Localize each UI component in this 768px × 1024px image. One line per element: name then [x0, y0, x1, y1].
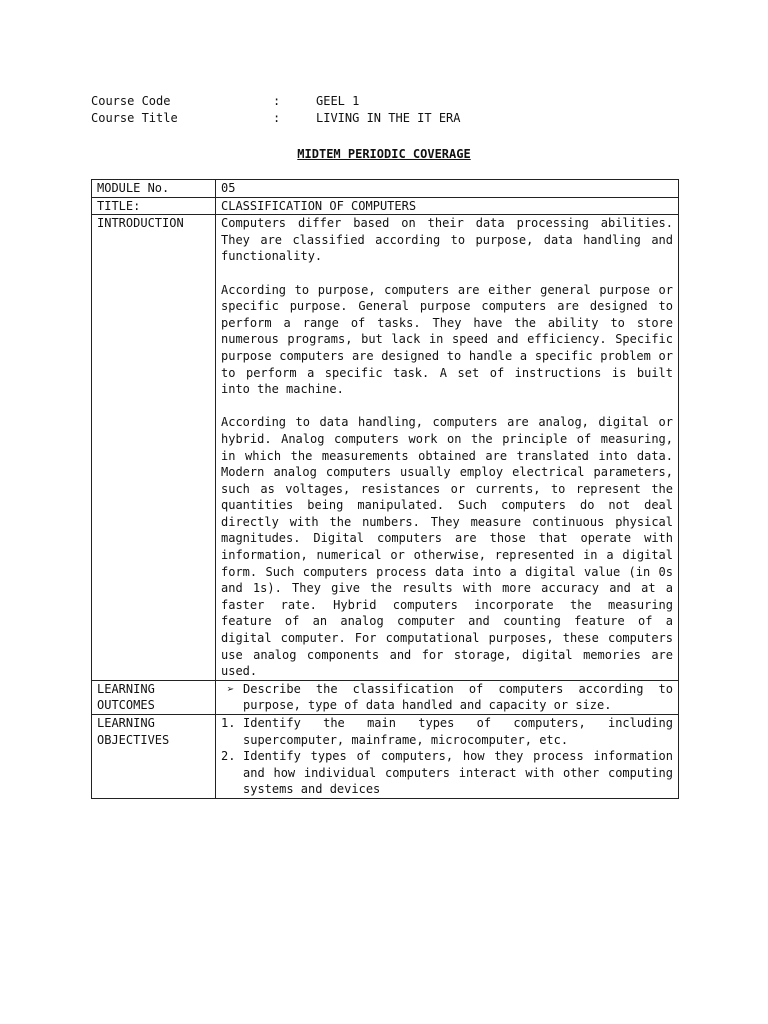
learning-outcomes-label-line1: LEARNING — [97, 681, 155, 696]
title-label: TITLE: — [92, 197, 216, 215]
course-title-row — [91, 110, 461, 127]
introduction-content — [216, 215, 679, 681]
learning-objectives-label — [92, 715, 216, 799]
course-code-value: GEEL 1 — [316, 94, 360, 108]
title-value: CLASSIFICATION OF COMPUTERS — [216, 197, 679, 215]
table-row-learning-objectives — [92, 715, 679, 799]
objective-text: Identify types of computers, how they process information and how individual computers interact with other computing systems and devices — [243, 749, 673, 797]
table-row-learning-outcomes — [92, 680, 679, 714]
course-code-row — [91, 93, 461, 110]
learning-objectives-content — [216, 715, 679, 799]
table-row-title — [92, 197, 679, 215]
course-title-separator: : — [273, 110, 281, 125]
course-title-value: LIVING IN THE IT ERA — [316, 110, 461, 125]
table-row-introduction — [92, 215, 679, 681]
course-info-header — [91, 93, 461, 126]
outcome-item — [221, 681, 673, 714]
introduction-paragraph: Computers differ based on their data processing abilities. They are classified according to purpose, data handling and functionality. — [221, 216, 673, 264]
outcome-text: Describe the classification of computers according to purpose, type of data handled and capacity or size. — [243, 681, 673, 713]
course-code-label: Course Code — [91, 94, 171, 108]
objective-text: Identify the main types of computers, including supercomputer, mainframe, microcomputer, etc. — [243, 716, 673, 747]
course-title-label: Course Title — [91, 110, 178, 125]
introduction-label: INTRODUCTION — [92, 215, 216, 681]
objectives-list — [221, 715, 673, 798]
objective-number: 2. — [221, 749, 236, 764]
table-row-module — [92, 180, 679, 198]
coverage-table — [91, 179, 679, 799]
learning-outcomes-label — [92, 680, 216, 714]
introduction-paragraph: According to purpose, computers are either general purpose or specific purpose. General purpose computers are designed to perform a range of tasks. They have the ability to store numerous programs, but lack in speed and efficiency. Specific purpose computers are designed to handle a specific problem or to perform a specific task. A set of instructions is built into the machine. — [221, 282, 673, 397]
learning-objectives-label-line1: LEARNING — [97, 716, 155, 730]
arrow-bullet-icon: ➢ — [227, 681, 235, 696]
list-item — [221, 715, 673, 748]
course-code-separator: : — [273, 94, 281, 108]
module-value: 05 — [216, 180, 679, 198]
learning-objectives-label-line2: OBJECTIVES — [97, 732, 170, 747]
introduction-paragraph: According to data handling, computers are analog, digital or hybrid. Analog computers work on the principle of measuring, in which the measurements obtained are translated into data. Modern analog computers usually employ electrical parameters, such as voltages, resistances or currents, to represent the quantities being manipulated. Such computers do not deal directly with the numbers. They measure continuous physical magnitudes. Digital computers are those that operate with information, numerical or otherwise, represented in a digital form. Such computers process data into a digital value (in 0s and 1s). They give the results with more accuracy and at a faster rate. Hybrid computers incorporate the measuring feature of an analog computer and counting feature of a digital computer. For computational purposes, these computers use analog components and for storage, digital memories are used. — [221, 415, 673, 679]
list-item — [221, 748, 673, 798]
objective-number: 1. — [221, 716, 236, 730]
module-label: MODULE No. — [92, 180, 216, 198]
learning-outcomes-content — [216, 680, 679, 714]
learning-outcomes-label-line2: OUTCOMES — [97, 698, 155, 713]
document-title: MIDTEM PERIODIC COVERAGE — [297, 147, 471, 161]
